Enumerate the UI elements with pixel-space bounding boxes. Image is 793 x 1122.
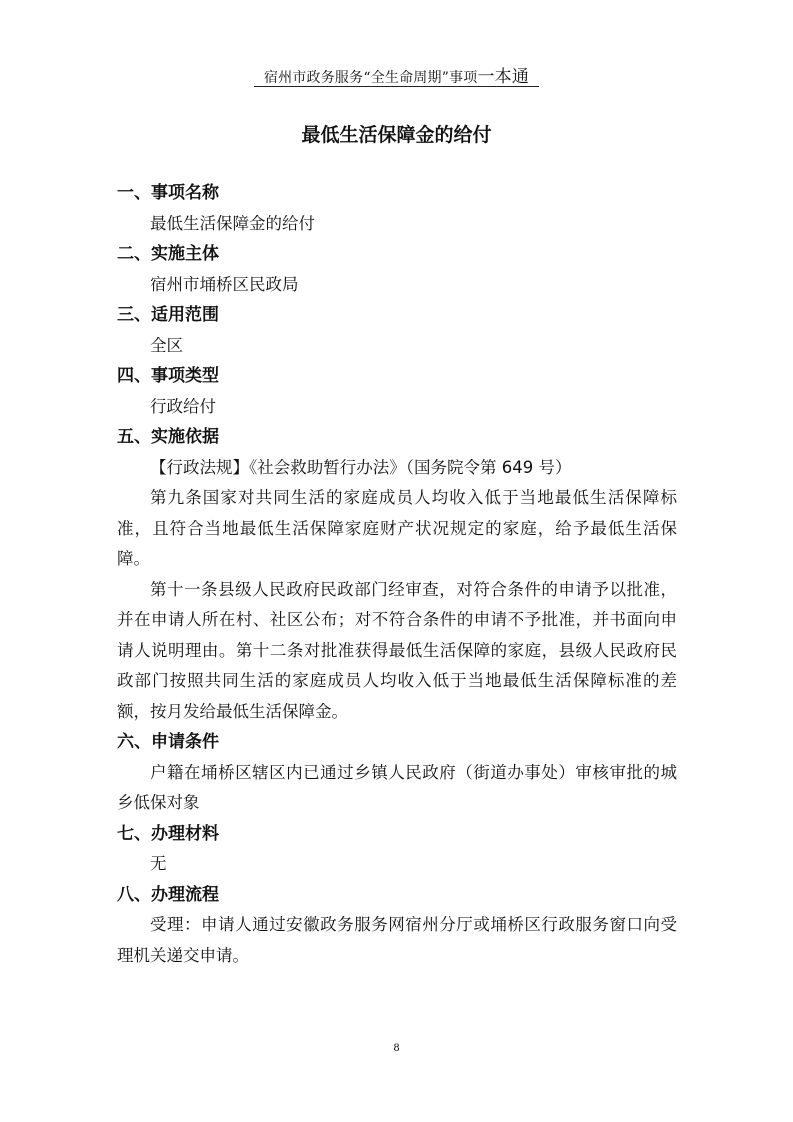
document-title: 最低生活保障金的给付 [301, 124, 492, 146]
section-4-paragraph: 行政给付 [150, 396, 216, 416]
section-7-paragraph: 无 [150, 854, 167, 873]
section-5-paragraph-3: 第十一条县级人民政府民政部门经审查，对符合条件的申请予以批准，并在申请人所在村、社区公布；对不符合条件的申请不予批准，并书面向申请人说明理由。第十二条对批准获得最低生活保障的家庭，县级人民政府民政部门按照共同生活的家庭成员人均收入低于当地最低生活保障标准的差额，按月发给最低生活保障金。 [117, 579, 677, 721]
section-5-paragraph-2: 第九条国家对共同生活的家庭成员人均收入低于当地最低生活保障标准，且符合当地最低生活保障家庭财产状况规定的家庭，给予最低生活保障。 [117, 488, 677, 568]
section-1-paragraph: 最低生活保障金的给付 [150, 213, 315, 233]
running-header [0, 62, 793, 87]
page-number: 8 [393, 1043, 400, 1054]
section-3-paragraph: 全区 [150, 335, 183, 355]
section-heading-5: 五、实施依据 [117, 427, 219, 447]
section-heading-1: 一、事项名称 [117, 183, 219, 203]
running-header-suffix: 一本通 [477, 67, 530, 87]
section-heading-2: 二、实施主体 [117, 244, 219, 264]
running-header-prefix: 宿州市政务服务“全生命周期”事项 [263, 70, 478, 86]
section-2-paragraph: 宿州市埇桥区民政局 [150, 274, 299, 294]
section-5-paragraph-1: 【行政法规】《社会救助暂行办法》（国务院令第 649 号） [150, 457, 572, 477]
section-6-paragraph: 户籍在埇桥区辖区内已通过乡镇人民政府（街道办事处）审核审批的城乡低保对象 [117, 762, 677, 812]
section-heading-3: 三、适用范围 [117, 305, 219, 325]
section-8-paragraph: 受理：申请人通过安徽政务服务网宿州分厅或埇桥区行政服务窗口向受理机关递交申请。 [117, 915, 677, 965]
section-heading-7: 七、办理材料 [117, 823, 219, 844]
section-heading-6: 六、申请条件 [117, 732, 219, 752]
header-underline [254, 86, 539, 87]
document-body [117, 178, 677, 971]
section-heading-8: 八、办理流程 [117, 884, 219, 905]
section-heading-4: 四、事项类型 [117, 366, 219, 386]
